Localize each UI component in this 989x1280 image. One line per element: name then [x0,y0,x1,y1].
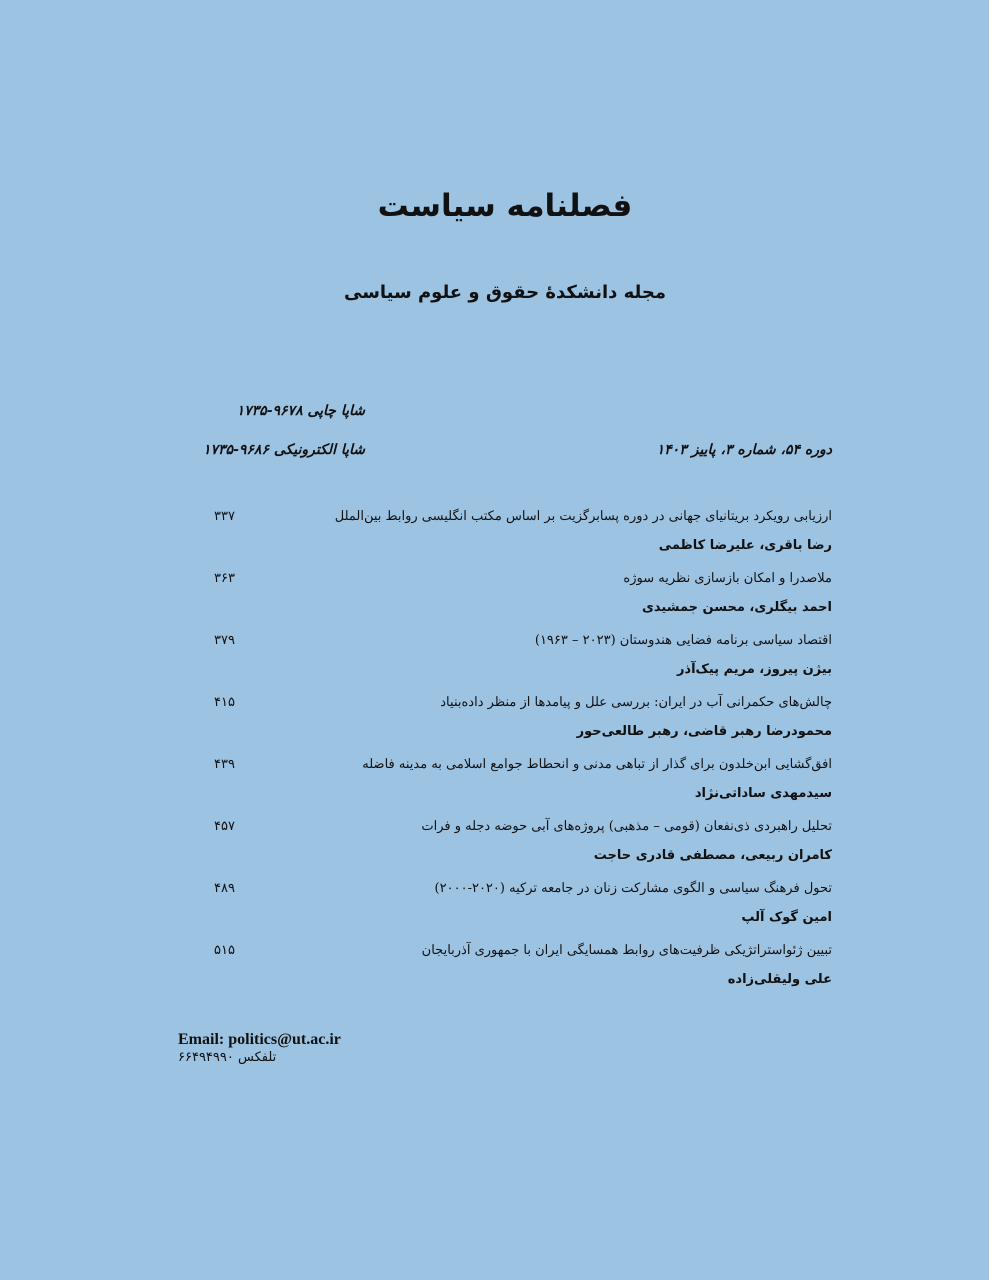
article-authors: رضا باقری، علیرضا کاظمی [658,538,832,553]
contact-telefax: تلفکس ۶۶۴۹۴۹۹۰ [178,1050,277,1065]
article-authors: احمد بیگلری، محسن جمشیدی [641,600,832,615]
article-title: افق‌گشایی ابن‌خلدون برای گذار از تباهی مدنی و انحطاط جوامع اسلامی به مدینه فاضله [362,757,832,772]
article-authors: کامران ربیعی، مصطفی قادری حاجت [593,848,832,863]
contact-info [178,1031,341,1067]
table-of-contents [200,509,832,1005]
issn-print: شاپا چاپی ۹۶۷۸-۱۷۳۵ [236,403,365,419]
article-page-number: ۴۳۹ [214,757,235,772]
article-page-number: ۳۳۷ [214,509,235,524]
article-page-number: ۴۱۵ [214,695,235,710]
article-page-number: ۵۱۵ [214,943,235,958]
article-title: تحول فرهنگ سیاسی و الگوی مشارکت زنان در جامعه ترکیه (۲۰۲۰-۲۰۰۰) [434,881,832,896]
article-title: ملاصدرا و امکان بازسازی نظریه سوژه [623,571,832,586]
article-page-number: ۳۷۹ [214,633,235,648]
journal-title: فصلنامه سیاست [377,188,633,224]
article-title: تحلیل راهبردی ذی‌نفعان (قومی – مذهبی) پروژه‌های آبی حوضه دجله و فرات [421,819,832,834]
toc-entry[interactable] [200,819,832,881]
toc-entry[interactable] [200,571,832,633]
toc-entry[interactable] [200,943,832,1005]
article-page-number: ۴۸۹ [214,881,235,896]
contact-email[interactable]: Email: politics@ut.ac.ir [178,1031,341,1048]
article-title: تبیین ژئواستراتژیکی ظرفیت‌های روابط همسایگی ایران با جمهوری آذربایجان [421,943,832,958]
article-authors: علی ولیقلی‌زاده [727,972,832,987]
toc-entry[interactable] [200,633,832,695]
toc-entry[interactable] [200,695,832,757]
article-title: ارزیابی رویکرد بریتانیای جهانی در دوره پسابرگزیت بر اساس مکتب انگلیسی روابط بین‌الملل [334,509,832,524]
toc-entry[interactable] [200,509,832,571]
article-title: چالش‌های حکمرانی آب در ایران: بررسی علل و پیامدها از منظر داده‌بنیاد [440,695,832,710]
article-authors: بیژن پیروز، مریم پیک‌آذر [676,662,832,677]
journal-subtitle: مجله دانشکدۀ حقوق و علوم سیاسی [343,282,667,303]
article-title: اقتصاد سیاسی برنامه فضایی هندوستان (۲۰۲۳ – ۱۹۶۳) [534,633,832,648]
toc-entry[interactable] [200,881,832,943]
article-authors: امین گوک آلپ [741,910,832,925]
volume-issue-info: دوره ۵۴، شماره ۳، پاییز ۱۴۰۳ [656,442,832,458]
article-authors: سیدمهدی ساداتی‌نژاد [694,786,832,801]
issn-electronic: شاپا الکترونیکی ۹۶۸۶-۱۷۳۵ [203,442,365,458]
toc-entry[interactable] [200,757,832,819]
article-page-number: ۳۶۳ [214,571,235,586]
article-page-number: ۴۵۷ [214,819,235,834]
article-authors: محمودرضا رهبر قاضی، رهبر طالعی‌حور [576,724,832,739]
